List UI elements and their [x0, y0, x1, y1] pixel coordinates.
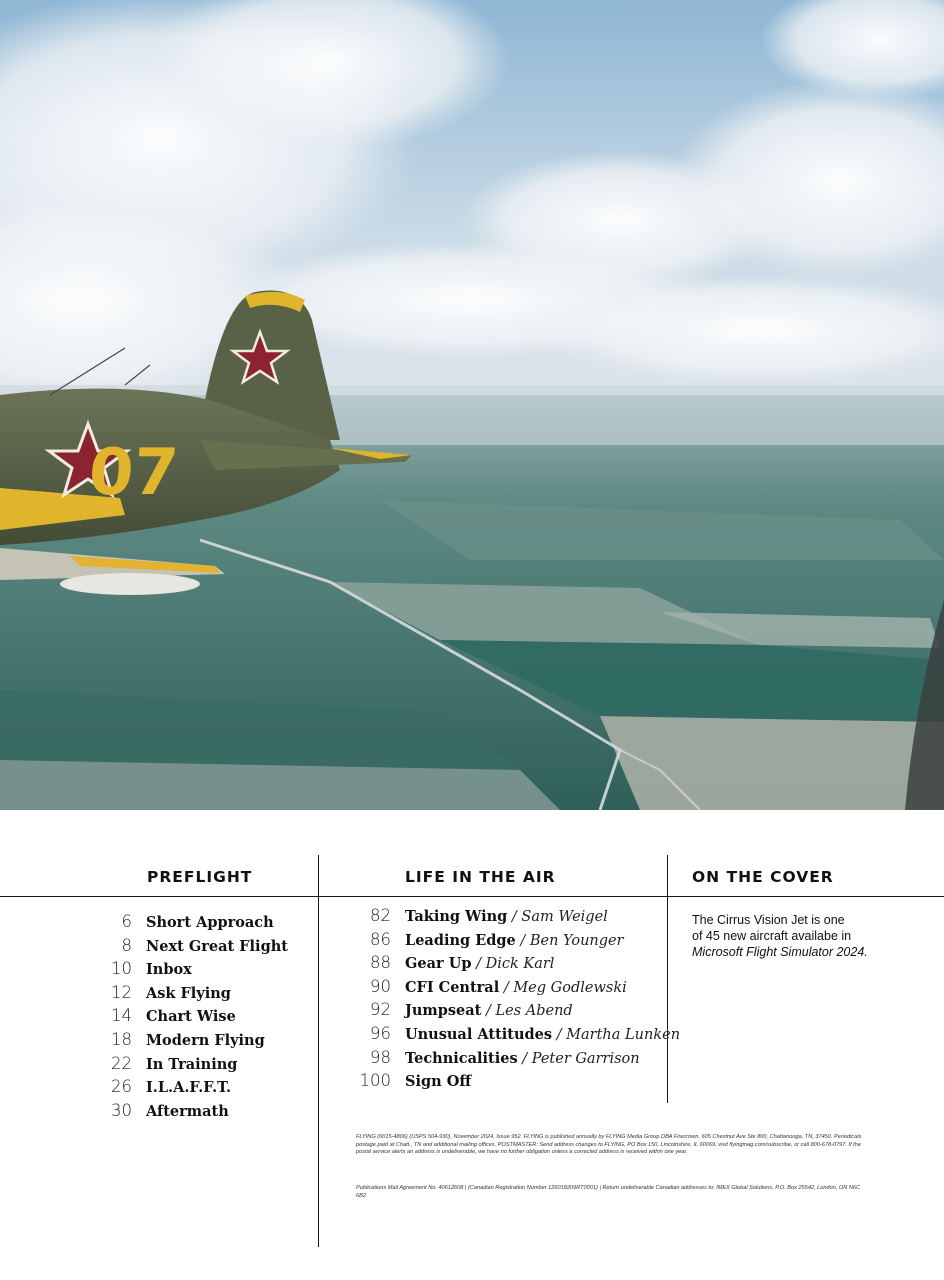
toc-item[interactable]: [330, 906, 680, 930]
article-title: Sign Off: [405, 1073, 472, 1091]
page-number: 30: [111, 1100, 132, 1120]
cover-line: of 45 new aircraft availabe in: [692, 929, 852, 943]
clouds: [0, 0, 944, 410]
article-title: Next Great Flight: [146, 937, 288, 955]
page-number: 12: [111, 982, 132, 1002]
page-number: 6: [121, 912, 132, 931]
article-title: Technicalities: [405, 1049, 518, 1067]
author-separator: /: [481, 1003, 496, 1020]
page-number: 92: [370, 1000, 391, 1020]
article-title: CFI Central: [405, 978, 500, 996]
author-separator: /: [517, 1050, 532, 1067]
toc-item[interactable]: [330, 1048, 680, 1072]
author-separator: /: [552, 1026, 567, 1043]
header-rule: [0, 896, 944, 897]
article-author: Meg Godlewski: [513, 979, 627, 996]
author-separator: /: [471, 956, 486, 973]
toc-item[interactable]: [80, 1101, 288, 1125]
cover-line: The Cirrus Vision Jet is one: [692, 913, 845, 927]
toc-item[interactable]: [330, 1024, 680, 1048]
article-author: Sam Weigel: [521, 909, 608, 925]
article-author: Martha Lunken: [566, 1026, 681, 1043]
page-number: 14: [111, 1006, 132, 1026]
publication-statement: FLYING (0015-4806) (USPS 504-930), November 2024, Issue 952. FLYING is published annually by FLYING Media Group DBA Firecrown, 605 Chestnut Ave Ste 800, Chattanooga, TN, 37450. Periodicals postage paid at Chatt., TN and additional mailing offices. POSTMASTER: Send address changes to FLYING, PO Box 150, Lincolnshire, IL 60069, visit flyingmag.com/subscribe, or call 800-678-0797. If the postal service alerts an address is undeliverable, we have no further obligation unless a corrected address is received within one year.: [356, 1134, 862, 1156]
column-divider-left: [318, 855, 319, 1247]
page-number: 8: [121, 935, 132, 955]
page-number: 18: [111, 1029, 132, 1049]
page-number: 90: [370, 976, 391, 996]
author-separator: /: [499, 979, 514, 996]
toc-item[interactable]: [80, 959, 288, 983]
toc-item[interactable]: [80, 936, 288, 960]
canadian-mail-statement: Publications Mail Agreement No. 40612608 | (Canadian Registration Number 126018209RT0001) | Return undeliverable Canadian addresses to: IMEX Global Solutions, P.O. Box 25542, London, ON N6C 6B2: [356, 1185, 861, 1199]
toc-item[interactable]: [330, 977, 680, 1001]
article-title: Aftermath: [146, 1102, 229, 1120]
article-title: Ask Flying: [146, 984, 231, 1002]
toc-item[interactable]: [330, 1000, 680, 1024]
article-title: In Training: [146, 1055, 238, 1073]
article-title: Modern Flying: [146, 1031, 265, 1049]
toc-item[interactable]: [330, 953, 680, 977]
article-author: Ben Younger: [529, 932, 624, 949]
cover-line: Microsoft Flight Simulator 2024.: [692, 945, 868, 959]
section-heading-on-the-cover: ON THE COVER: [692, 868, 834, 886]
page-number: 10: [111, 959, 132, 979]
page-number: 86: [370, 929, 391, 949]
page-number: 96: [370, 1023, 391, 1043]
toc-item[interactable]: [330, 930, 680, 954]
page-number: 26: [111, 1077, 132, 1097]
toc-item[interactable]: [80, 983, 288, 1007]
toc-item[interactable]: [80, 912, 288, 936]
section-heading-life-in-the-air: LIFE IN THE AIR: [405, 868, 556, 886]
tail-number: 07: [86, 436, 181, 510]
article-title: Gear Up: [405, 955, 472, 973]
article-title: Jumpseat: [405, 1002, 482, 1020]
life-in-the-air-list: [330, 906, 680, 1095]
article-title: Inbox: [146, 961, 192, 979]
toc-item[interactable]: [80, 1006, 288, 1030]
article-title: Taking Wing: [405, 908, 508, 925]
cover-description: [692, 912, 892, 960]
page-number: 22: [111, 1053, 132, 1073]
toc-item[interactable]: [330, 1071, 680, 1095]
article-title: Short Approach: [146, 914, 274, 931]
article-author: Dick Karl: [485, 956, 555, 973]
section-heading-preflight: PREFLIGHT: [147, 868, 253, 886]
article-title: I.L.A.F.F.T.: [146, 1079, 232, 1097]
toc-item[interactable]: [80, 1054, 288, 1078]
article-title: Unusual Attitudes: [405, 1025, 553, 1043]
article-title: Chart Wise: [146, 1008, 236, 1026]
author-separator: /: [507, 909, 522, 925]
preflight-list: [80, 912, 288, 1124]
page-number: 88: [370, 953, 391, 973]
page-number: 100: [359, 1071, 391, 1091]
page-number: 82: [370, 906, 391, 925]
article-title: Leading Edge: [405, 931, 516, 949]
author-separator: /: [515, 932, 530, 949]
toc-item[interactable]: [80, 1030, 288, 1054]
article-author: Peter Garrison: [531, 1050, 640, 1067]
page-number: 98: [370, 1047, 391, 1067]
toc-item[interactable]: [80, 1077, 288, 1101]
article-author: Les Abend: [495, 1003, 573, 1020]
